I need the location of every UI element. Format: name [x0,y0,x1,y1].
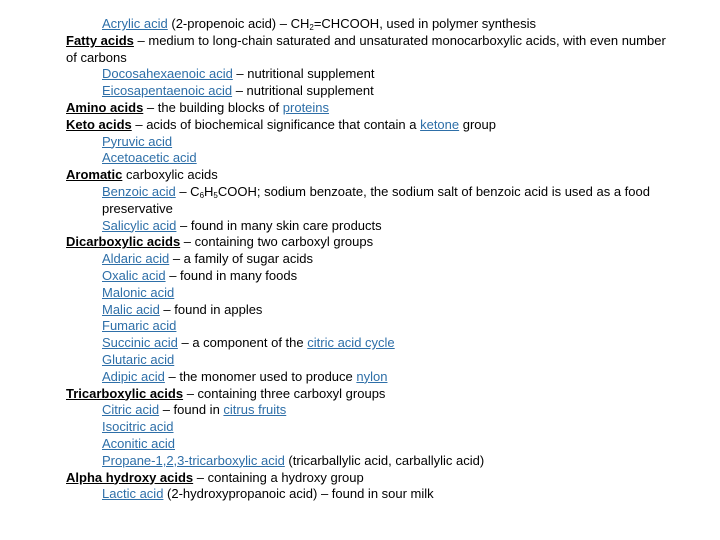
list-item-keto-acids [66,117,666,134]
list-item-glutaric-acid [66,352,666,369]
list-item-citric-acid [66,402,666,419]
benzoic-subscript-2: 5 [213,190,218,200]
dicarboxylic-desc: – containing two carboxyl groups [180,234,374,250]
link-citric-acid[interactable]: Citric acid [102,402,160,418]
link-benzoic-acid[interactable]: Benzoic acid [102,183,176,199]
list-item-aconitic-acid [66,436,666,453]
list-item-succinic-acid [66,335,666,352]
link-malonic-acid[interactable]: Malonic acid [102,284,175,300]
list-item-salicylic-acid [66,218,666,235]
acrylic-desc-1: (2-propenoic acid) – CH [167,16,310,31]
citric-desc: – found in [159,402,224,418]
lactic-desc: (2-hydroxypropanoic acid) – found in sour milk [163,486,434,502]
succinic-desc: – a component of the [177,335,308,351]
link-acetoacetic-acid[interactable]: Acetoacetic acid [102,150,197,166]
malic-desc: – found in apples [159,301,263,317]
link-propane-tricarboxylic-acid[interactable]: Propane-1,2,3-tricarboxylic acid [102,452,285,468]
adipic-desc: – the monomer used to produce [164,368,357,384]
link-citric-acid-cycle[interactable]: citric acid cycle [307,335,395,351]
acrylic-desc-2: =CHCOOH, used in polymer synthesis [313,16,536,31]
benzoic-desc-2: H [204,183,214,199]
list-item-malonic-acid [66,285,666,302]
link-aldaric-acid[interactable]: Aldaric acid [102,251,170,267]
eicosapentaenoic-desc: – nutritional supplement [232,83,374,99]
link-tricarboxylic-acids[interactable]: Tricarboxylic acids [66,385,184,401]
link-docosahexaenoic-acid[interactable]: Docosahexaenoic acid [102,66,233,82]
list-item-aromatic [66,167,666,184]
link-isocitric-acid[interactable]: Isocitric acid [102,419,174,435]
list-item-oxalic-acid [66,268,666,285]
list-item-amino-acids [66,100,666,117]
link-amino-acids[interactable]: Amino acids [66,99,144,115]
list-item-docosahexaenoic-acid [66,66,666,83]
list-item-pyruvic-acid [66,134,666,151]
list-item-acetoacetic-acid [66,150,666,167]
acrylic-subscript: 2 [309,23,314,32]
salicylic-desc: – found in many skin care products [176,217,382,233]
fatty-acids-desc: – medium to long-chain saturated and unsaturated monocarboxylic acids, with even number of carbons [66,32,666,65]
oxalic-desc: – found in many foods [165,267,298,283]
link-nylon[interactable]: nylon [356,368,388,384]
link-glutaric-acid[interactable]: Glutaric acid [102,351,175,367]
list-item-malic-acid [66,302,666,319]
list-item-lactic-acid [66,486,666,503]
link-acrylic-acid[interactable]: Acrylic acid [102,16,168,31]
aldaric-desc: – a family of sugar acids [169,251,313,267]
link-lactic-acid[interactable]: Lactic acid [102,486,164,502]
link-proteins[interactable]: proteins [282,99,330,115]
link-alpha-hydroxy-acids[interactable]: Alpha hydroxy acids [66,469,194,485]
link-keto-acids[interactable]: Keto acids [66,116,132,132]
keto-acids-desc-1: – acids of biochemical significance that contain a [131,116,421,132]
list-item-eicosapentaenoic-acid [66,83,666,100]
list-item-fatty-acids [66,33,666,67]
benzoic-desc-1: – C [175,183,200,199]
keto-acids-desc-2: group [459,116,497,132]
link-adipic-acid[interactable]: Adipic acid [102,368,165,384]
list-item-isocitric-acid [66,419,666,436]
document-body [66,16,666,503]
link-dicarboxylic-acids[interactable]: Dicarboxylic acids [66,234,181,250]
propane-desc: (tricarballylic acid, carballylic acid) [284,452,485,468]
link-pyruvic-acid[interactable]: Pyruvic acid [102,133,173,149]
link-malic-acid[interactable]: Malic acid [102,301,160,317]
link-citrus-fruits[interactable]: citrus fruits [223,402,287,418]
list-item-benzoic-acid [66,184,666,218]
tricarboxylic-desc: – containing three carboxyl groups [183,385,386,401]
link-aromatic[interactable]: Aromatic [66,167,123,183]
link-ketone[interactable]: ketone [420,116,460,132]
aromatic-desc: carboxylic acids [122,167,218,183]
list-item-adipic-acid [66,369,666,386]
list-item-aldaric-acid [66,251,666,268]
list-item-dicarboxylic-acids [66,234,666,251]
docosahexaenoic-desc: – nutritional supplement [232,66,375,82]
link-eicosapentaenoic-acid[interactable]: Eicosapentaenoic acid [102,83,233,99]
link-aconitic-acid[interactable]: Aconitic acid [102,435,175,451]
list-item-alpha-hydroxy-acids [66,470,666,487]
list-item-propane-tricarboxylic-acid [66,453,666,470]
list-item-acrylic-acid [66,16,666,33]
link-oxalic-acid[interactable]: Oxalic acid [102,267,166,283]
link-salicylic-acid[interactable]: Salicylic acid [102,217,177,233]
benzoic-subscript-1: 6 [199,190,205,200]
list-item-fumaric-acid [66,318,666,335]
list-item-tricarboxylic-acids [66,386,666,403]
link-fumaric-acid[interactable]: Fumaric acid [102,318,177,334]
amino-acids-desc: – the building blocks of [143,99,283,115]
link-fatty-acids[interactable]: Fatty acids [66,32,134,48]
benzoic-desc-3: COOH; sodium benzoate, the sodium salt of benzoic acid is used as a food preservative [102,183,650,216]
link-succinic-acid[interactable]: Succinic acid [102,335,178,351]
alpha-hydroxy-desc: – containing a hydroxy group [193,469,364,485]
